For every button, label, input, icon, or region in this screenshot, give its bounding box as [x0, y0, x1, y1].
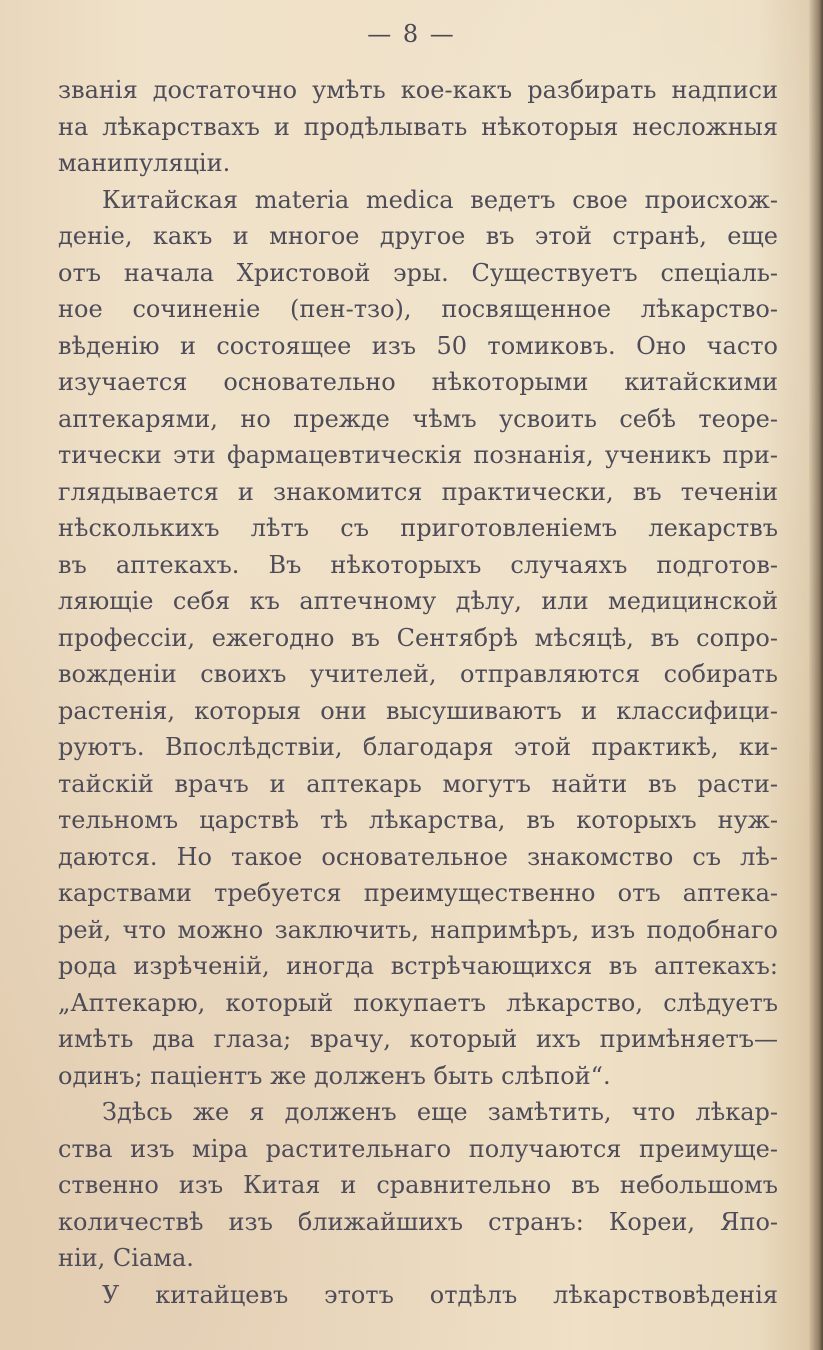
text-line: тельномъ царствѣ тѣ лѣкарства, въ которыхъ нуж-: [58, 806, 778, 834]
text-line: вѣденію и состоящее изъ 50 томиковъ. Оно часто: [58, 331, 778, 360]
text-line: званія достаточно умѣть кое-какъ разбирать надписи: [58, 76, 778, 104]
text-line: изучается основательно нѣкоторыми китайскими: [58, 368, 778, 396]
text-line: растенія, которыя они высушиваютъ и классифици-: [58, 696, 778, 725]
text-line: въ аптекахъ. Въ нѣкоторыхъ случаяхъ подготов-: [58, 550, 778, 579]
text-line: карствами требуется преимущественно отъ аптека-: [58, 879, 778, 907]
text-line: аптекарями, но прежде чѣмъ усвоить себѣ теоре-: [58, 404, 778, 433]
text-line: Китайская materia medica ведетъ свое происхож-: [102, 185, 778, 214]
text-line: рей, что можно заключить, напримѣръ, изъ подобнаго: [58, 915, 778, 944]
text-line: ніи, Сіама.: [58, 1244, 194, 1272]
text-line: профессіи, ежегодно въ Сентябрѣ мѣсяцѣ, въ сопро-: [58, 623, 778, 652]
text-line: глядывается и знакомится практически, въ теченіи: [58, 477, 778, 506]
text-line: У китайцевъ этотъ отдѣлъ лѣкарствовѣденія: [102, 1280, 778, 1309]
text-line: Здѣсь же я долженъ еще замѣтить, что лѣкар-: [102, 1098, 778, 1126]
text-line: ственно изъ Китая и сравнительно въ небольшомъ: [58, 1171, 778, 1199]
text-line: манипуляціи.: [58, 149, 231, 177]
text-line: тайскій врачъ и аптекарь могутъ найти въ расти-: [58, 769, 778, 798]
body-text: [58, 72, 778, 1313]
text-line: количествѣ изъ ближайшихъ странъ: Кореи, Япо-: [58, 1207, 778, 1236]
text-line: одинъ; паціентъ же долженъ быть слѣпой“.: [58, 1061, 611, 1090]
text-line: вожденіи своихъ учителей, отправляются собирать: [58, 660, 778, 688]
text-line: тически эти фармацевтическія познанія, ученикъ при-: [58, 441, 778, 469]
text-line: нѣсколькихъ лѣтъ съ приготовленіемъ лекарствъ: [58, 514, 778, 542]
page-number: — 8 —: [367, 20, 456, 48]
text-line: ное сочиненіе (пен-тзо), посвященное лѣкарство-: [58, 295, 778, 323]
binding-edge: [809, 0, 823, 1350]
text-line: рода изрѣченій, иногда встрѣчающихся въ аптекахъ:: [58, 952, 778, 980]
text-line: даются. Но такое основательное знакомство съ лѣ-: [58, 842, 778, 871]
text-line: на лѣкарствахъ и продѣлывать нѣкоторыя несложныя: [58, 112, 778, 141]
text-line: ляющіе себя къ аптечному дѣлу, или медицинской: [58, 587, 778, 615]
text-line: руютъ. Впослѣдствіи, благодаря этой практикѣ, ки-: [58, 733, 778, 761]
text-line: отъ начала Христовой эры. Существуетъ спеціаль-: [58, 258, 778, 287]
text-line: деніе, какъ и многое другое въ этой странѣ, еще: [58, 222, 778, 250]
text-line: имѣть два глаза; врачу, который ихъ примѣняетъ—: [58, 1025, 778, 1053]
text-line: ства изъ міра растительнаго получаются преимуще-: [58, 1134, 778, 1163]
text-line: „Аптекарю, который покупаетъ лѣкарство, слѣдуетъ: [58, 988, 778, 1017]
